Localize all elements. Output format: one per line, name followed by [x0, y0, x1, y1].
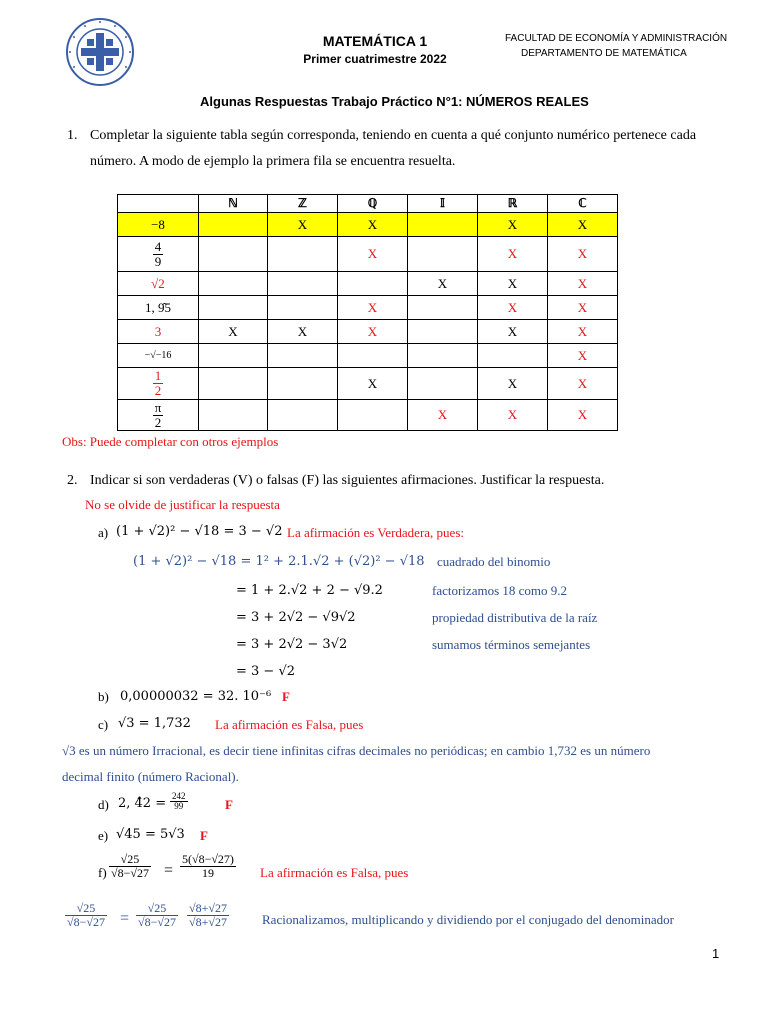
faculty-name: FACULTAD DE ECONOMÍA Y ADMINISTRACIÓN	[505, 33, 728, 44]
cell: X	[338, 296, 408, 320]
cell: X	[548, 368, 618, 400]
cell: X	[199, 320, 268, 344]
cell: X	[548, 272, 618, 296]
cell: X	[478, 320, 548, 344]
cell	[408, 237, 478, 272]
cell	[408, 344, 478, 368]
table-row	[118, 320, 618, 344]
q1-text-line1: Completar la siguiente tabla según corresponda, teniendo en cuenta a qué conjunto numérico pertenece cada	[90, 128, 697, 143]
fraction-denominator: 99	[174, 801, 184, 812]
equals-sign: =	[120, 910, 130, 927]
rationalization-lhs	[65, 902, 107, 928]
row-label: 3	[118, 320, 199, 344]
table-row	[118, 296, 618, 320]
document-title: Algunas Respuestas Trabajo Práctico N°1: NÚMEROS REALES	[200, 94, 589, 109]
step-expression: = 1 + 2.√2 + 2 − √9.2	[236, 583, 383, 598]
cell	[268, 368, 338, 400]
item-b-expression: 0,00000032 = 32. 10⁻⁶	[120, 689, 272, 704]
fraction-denominator: 19	[201, 865, 214, 880]
rationalization-note: Racionalizamos, multiplicando y dividiendo por el conjugado del denominador	[262, 912, 674, 927]
fraction-denominator: √8−√27	[138, 914, 176, 929]
rationalization-rhs-1	[136, 902, 178, 928]
cell	[408, 320, 478, 344]
q1-text-line2: número. A modo de ejemplo la primera fila se encuentra resuelta.	[90, 154, 456, 169]
university-logo	[65, 17, 135, 87]
table-header-cell	[118, 195, 199, 213]
cell: X	[338, 320, 408, 344]
cell: X	[478, 272, 548, 296]
cell: X	[548, 213, 618, 237]
fraction-denominator: √8+√27	[189, 914, 227, 929]
cell	[199, 296, 268, 320]
cell: X	[268, 320, 338, 344]
item-c-expression: √3 = 1,732	[118, 716, 191, 731]
cell: X	[548, 344, 618, 368]
table-row	[118, 400, 618, 431]
row-label: 1, 9̂5	[118, 296, 199, 320]
cell: X	[548, 296, 618, 320]
table-header-reals: ℝ	[478, 195, 548, 213]
cell	[268, 296, 338, 320]
cell: X	[338, 368, 408, 400]
item-f-note: La afirmación es Falsa, pues	[260, 865, 409, 880]
cell: X	[548, 400, 618, 431]
cell	[408, 213, 478, 237]
cell	[199, 344, 268, 368]
cell	[338, 272, 408, 296]
cell	[338, 400, 408, 431]
item-c-explanation-line1: √3 es un número Irracional, es decir tiene infinitas cifras decimales no periódicas; en cambio 1,732 es un número	[62, 743, 651, 758]
fraction-numerator: √25	[109, 853, 151, 867]
cell: X	[478, 368, 548, 400]
table-row	[118, 237, 618, 272]
cell: X	[478, 213, 548, 237]
cell: X	[338, 213, 408, 237]
row-label: √2	[118, 272, 199, 296]
cell: X	[548, 237, 618, 272]
item-f-label: f)	[98, 865, 107, 880]
cell	[268, 344, 338, 368]
cell	[408, 368, 478, 400]
item-c-label: c)	[98, 717, 109, 732]
q2-number: 2.	[67, 473, 78, 488]
table-header-complex: ℂ	[548, 195, 618, 213]
item-d-expression: 2, 4̂2 =	[118, 796, 167, 811]
table-row	[118, 344, 618, 368]
table-header-rationals: ℚ	[338, 195, 408, 213]
step-note: cuadrado del binomio	[437, 554, 551, 569]
cell: X	[478, 237, 548, 272]
cell	[199, 400, 268, 431]
cell	[268, 272, 338, 296]
fraction-denominator: √8−√27	[67, 914, 105, 929]
item-e-label: e)	[98, 828, 109, 843]
fraction-numerator: √25	[136, 902, 178, 916]
cell	[478, 344, 548, 368]
page-number: 1	[712, 946, 720, 961]
cell: X	[548, 320, 618, 344]
label-denominator: 2	[154, 383, 162, 398]
table-header-irrationals: 𝕀	[408, 195, 478, 213]
row-label: −8	[118, 213, 199, 237]
label-denominator: 9	[154, 253, 162, 269]
table-header-integers: ℤ	[268, 195, 338, 213]
step-expression: = 3 − √2	[236, 664, 296, 679]
item-c-note: La afirmación es Falsa, pues	[215, 717, 364, 732]
rationalization-rhs-2	[187, 902, 229, 928]
fraction-numerator: 242	[172, 791, 186, 801]
fraction-denominator: √8−√27	[111, 865, 149, 880]
label-numerator: π	[154, 399, 162, 415]
cell: X	[478, 400, 548, 431]
course-term: Primer cuatrimestre 2022	[303, 52, 447, 66]
item-f-rhs	[180, 853, 236, 879]
number-sets-table	[117, 194, 618, 431]
cell	[268, 400, 338, 431]
item-d-fraction	[170, 792, 188, 812]
cell: X	[338, 237, 408, 272]
cell	[199, 272, 268, 296]
cell	[199, 237, 268, 272]
fraction-numerator: 5(√8−√27)	[182, 852, 234, 866]
course-title: MATEMÁTICA 1	[322, 33, 428, 49]
department-name: DEPARTAMENTO DE MATEMÁTICA	[521, 48, 687, 59]
label-denominator: 2	[154, 414, 162, 430]
cell: X	[268, 213, 338, 237]
cell	[338, 344, 408, 368]
table-row	[118, 213, 618, 237]
cell	[408, 296, 478, 320]
cell	[199, 213, 268, 237]
q2-text: Indicar si son verdaderas (V) o falsas (F) las siguientes afirmaciones. Justificar la respuesta.	[90, 473, 605, 488]
item-f-lhs	[109, 853, 151, 879]
q2-reminder: No se olvide de justificar la respuesta	[85, 497, 280, 512]
step-note: propiedad distributiva de la raíz	[432, 610, 598, 625]
cell: X	[478, 296, 548, 320]
step-note: factorizamos 18 como 9.2	[432, 583, 568, 598]
row-label: −√−16	[118, 344, 199, 368]
fraction-numerator: √8+√27	[189, 901, 227, 915]
cell	[199, 368, 268, 400]
step-expression: (1 + √2)² − √18 = 1² + 2.1.√2 + (√2)² − √18	[133, 554, 425, 569]
fraction-numerator: √25	[65, 902, 107, 916]
item-c-explanation-line2: decimal finito (número Racional).	[62, 769, 239, 784]
label-numerator: 4	[154, 238, 162, 254]
row-label	[118, 368, 199, 400]
step-note: sumamos términos semejantes	[432, 637, 591, 652]
table-header-naturals: ℕ	[199, 195, 268, 213]
step-expression: = 3 + 2√2 − √9√2	[236, 610, 356, 625]
equals-sign: =	[164, 862, 174, 879]
item-a-expression: (1 + √2)² − √18 = 3 − √2	[116, 524, 283, 539]
item-a-label: a)	[98, 525, 109, 540]
table-header-row	[118, 195, 618, 213]
q1-number: 1.	[67, 128, 78, 143]
row-label	[118, 237, 199, 272]
cell	[268, 237, 338, 272]
item-a-note: La afirmación es Verdadera, pues:	[287, 525, 464, 540]
cell: X	[408, 272, 478, 296]
item-b-label: b)	[98, 689, 109, 704]
table-row	[118, 272, 618, 296]
table-row	[118, 368, 618, 400]
row-label	[118, 400, 199, 431]
item-e-answer: F	[200, 828, 208, 843]
table-observation: Obs: Puede completar con otros ejemplos	[62, 434, 279, 449]
item-d-label: d)	[98, 797, 109, 812]
step-expression: = 3 + 2√2 − 3√2	[236, 637, 348, 652]
item-b-answer: F	[282, 689, 290, 704]
item-d-answer: F	[225, 797, 233, 812]
label-numerator: 1	[154, 368, 162, 384]
cell: X	[408, 400, 478, 431]
item-e-expression: √45 = 5√3	[116, 827, 185, 842]
